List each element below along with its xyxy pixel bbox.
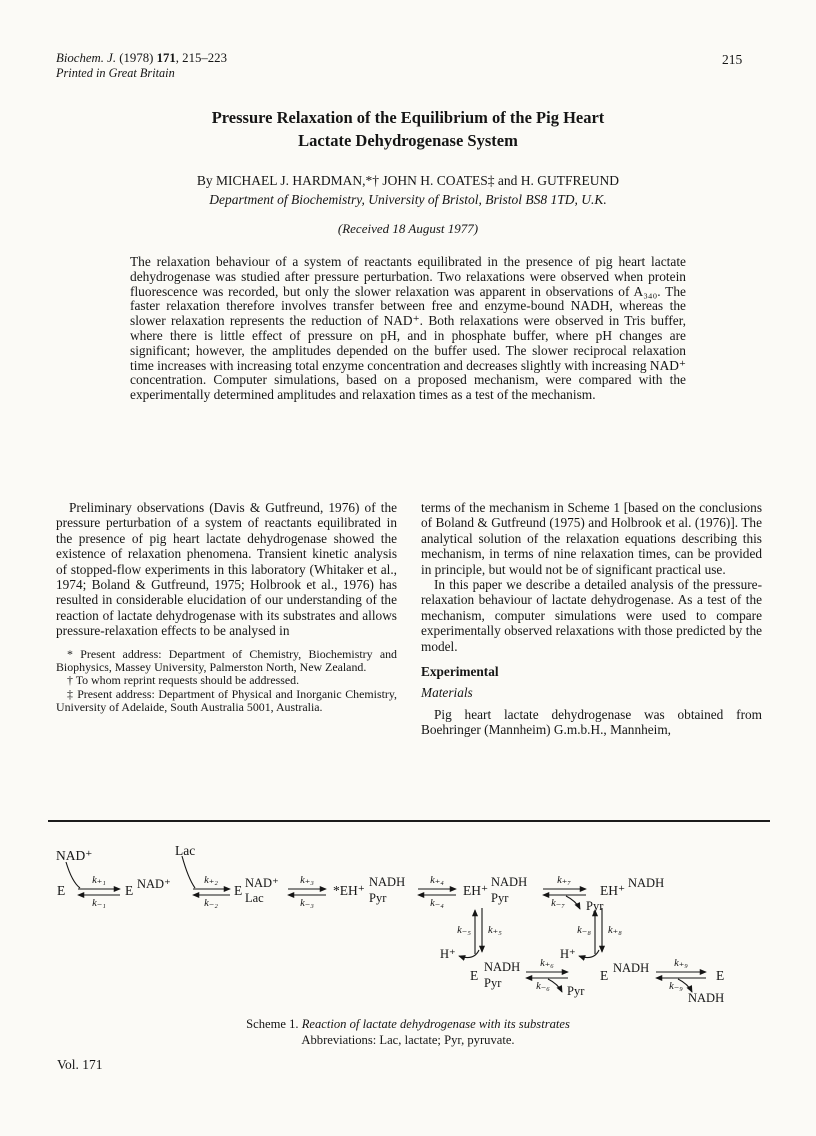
species-e-nad-lac: E	[234, 883, 243, 898]
species-eh-nadh: EH⁺	[600, 883, 626, 898]
intro-paragraph: Preliminary observations (Davis & Gutfreund, 1976) of the pressure perturbation of a system of reactants equilibrated in the presence of pig heart lactate dehydrogenase showed the existence of relaxation phenomena. Transient kinetic analysis of stopped-flow experiments in this laboratory (Whitaker et al., 1974; Boland & Gutfreund, 1975; Holbrook et al., 1976) has resulted in considerable elucidation of our understanding of the reaction of lactate dehydrogenase with its substrates and allows pressure-relaxation effects to be analysed in	[56, 500, 397, 639]
scheme-caption-line1	[0, 1016, 816, 1032]
rate-k-minus-5: k₋₅	[457, 925, 471, 936]
footnote-dagger: † To whom reprint requests should be addressed.	[67, 673, 300, 688]
journal-citation	[56, 50, 227, 66]
article-title-line1: Pressure Relaxation of the Equilibrium of the Pig Heart	[211, 108, 605, 127]
ligand-nadh-bottom-row-2: NADH	[613, 961, 650, 975]
ligand-pyr-bottom-1: Pyr	[369, 891, 387, 905]
rate-k-minus-4: k₋₄	[430, 898, 444, 909]
h-plus-release-curve-1	[459, 950, 479, 958]
lac-binding-curve	[182, 856, 195, 888]
species-star-eh-nadh-pyr: *EH⁺	[333, 883, 365, 898]
page-number: 215	[722, 52, 743, 67]
nad-binding-curve	[66, 862, 80, 888]
rate-k-minus-3: k₋₃	[300, 898, 314, 909]
left-column	[56, 500, 397, 738]
rate-k-minus-8: k₋₈	[577, 925, 591, 936]
volume-footer: Vol. 171	[57, 1057, 103, 1072]
body-paragraph-3: Pig heart lactate dehydrogenase was obtained from Boehringer (Mannheim) G.m.b.H., Mannheim,	[421, 706, 762, 738]
ligand-pyr-bottom-row-1: Pyr	[484, 976, 502, 990]
ligand-e-nad: NAD⁺	[137, 877, 171, 891]
released-h-plus-1: H⁺	[440, 947, 456, 961]
released-nadh: NADH	[688, 991, 725, 1005]
horizontal-rule	[48, 820, 770, 822]
footnote-double-dagger: ‡ Present address: Department of Physical and Inorganic Chemistry, University of Adelaide, South Australia 5001, Australia.	[56, 686, 397, 715]
rate-k-plus-1: k₊₁	[92, 875, 106, 886]
scheme-caption-abbreviations: Abbreviations: Lac, lactate; Pyr, pyruvate.	[301, 1033, 515, 1047]
scheme-arrows	[48, 836, 772, 1018]
released-pyr-1: Pyr	[586, 899, 604, 913]
rate-k-minus-2: k₋₂	[204, 898, 218, 909]
scheme-caption	[0, 1016, 816, 1048]
received-date: (Received 18 August 1977)	[337, 221, 479, 236]
footnote-asterisk: * Present address: Department of Chemistry, Biochemistry and Biophysics, Massey University, Palmerston North, New Zealand.	[56, 646, 397, 675]
ligand-nadh-top-1: NADH	[369, 875, 406, 889]
species-e-nadh: E	[600, 968, 609, 983]
scheme-caption-title: Reaction of lactate dehydrogenase with its substrates	[298, 1017, 570, 1031]
pyr-release-curve-2	[548, 979, 562, 992]
author-affiliation: Department of Biochemistry, University of Bristol, Bristol BS8 1TD, U.K.	[209, 192, 607, 207]
species-e-nadh-pyr: E	[470, 968, 479, 983]
ligand-lac-bottom: Lac	[245, 891, 264, 905]
subsection-heading-materials: Materials	[421, 685, 473, 701]
rate-k-plus-4: k₊₄	[430, 875, 444, 886]
rate-k-plus-6: k₊₆	[540, 958, 554, 969]
species-e-final: E	[716, 968, 725, 983]
rate-k-minus-9: k₋₉	[669, 981, 683, 992]
scheme-caption-number: Scheme 1.	[246, 1017, 299, 1031]
h-plus-release-curve-2	[579, 950, 599, 958]
ligand-nadh-3: NADH	[628, 876, 665, 890]
rate-k-minus-6: k₋₆	[536, 981, 550, 992]
species-eh-nadh-pyr: EH⁺	[463, 883, 489, 898]
rate-k-plus-3: k₊₃	[300, 875, 314, 886]
rate-k-plus-7: k₊₇	[557, 875, 571, 886]
rate-k-plus-2: k₊₂	[204, 875, 218, 886]
rate-k-plus-8: k₊₈	[608, 925, 622, 936]
abstract: The relaxation behaviour of a system of reactants equilibrated in the presence of pig heart lactate dehydrogenase was studied after pressure perturbation. Two relaxations were observed when protein fluorescence was recorded, but only the slower relaxation was apparent in observations of A₃₄₀. The faster relaxation therefore involves transfer between free and enzyme-bound NADH, whereas the slower relaxation represents the reduction of NAD⁺. Both relaxations were observed in Tris buffer, where there is little effect of pressure on pH, and in phosphate buffer, where pH changes are significant; however, the amplitudes depended on the buffer used. The slower reciprocal relaxation time increases with increasing total enzyme concentration and decreases slightly with increasing NAD⁺ concentration. Computer simulations, based on a proposed mechanism, were compared with the experimentally determined amplitudes and relaxation times as a test of the mechanism.	[130, 254, 686, 403]
rate-k-minus-7: k₋₇	[551, 898, 565, 909]
ligand-nadh-bottom-row-1: NADH	[484, 960, 521, 974]
label-nad-substrate: NAD⁺	[56, 848, 93, 863]
footnotes	[56, 648, 397, 715]
right-column	[421, 500, 762, 738]
ligand-nadh-top-2: NADH	[491, 875, 528, 889]
journal-name: Biochem. J.	[56, 51, 117, 65]
citation-year: (1978)	[116, 51, 157, 65]
species-e-free: E	[57, 883, 66, 898]
released-pyr-2: Pyr	[567, 984, 585, 998]
pyr-release-curve-1	[566, 896, 580, 909]
citation-volume: 171	[156, 51, 176, 65]
author-byline: By MICHAEL J. HARDMAN,*† JOHN H. COATES‡ and H. GUTFREUND	[196, 173, 620, 188]
section-heading-experimental: Experimental	[421, 664, 499, 680]
article-title-line2: Lactate Dehydrogenase System	[298, 131, 518, 150]
ligand-nad-top: NAD⁺	[245, 876, 279, 890]
released-h-plus-2: H⁺	[560, 947, 576, 961]
body-paragraph-1: terms of the mechanism in Scheme 1 [based on the conclusions of Boland & Gutfreund (1975) and Holbrook et al. (1976)]. The analytical solution of the relaxation equations describing this mechanism, in terms of nine relaxation times, can be provided in principle, but would not be of significant practical use.	[421, 500, 762, 577]
rate-k-plus-9: k₊₉	[674, 958, 688, 969]
printed-in-line: Printed in Great Britain	[56, 66, 175, 80]
label-lac-substrate: Lac	[175, 843, 196, 858]
rate-k-minus-1: k₋₁	[92, 898, 106, 909]
ligand-pyr-bottom-2: Pyr	[491, 891, 509, 905]
article-title	[0, 106, 816, 152]
body-paragraph-2: In this paper we describe a detailed analysis of the pressure-relaxation behaviour of lactate dehydrogenase. As a test of the mechanism, computer simulations were used to compare experimentally observed relaxations with those predicted by the model.	[421, 577, 762, 654]
species-e-nad: E	[125, 883, 134, 898]
citation-pages: , 215–223	[175, 51, 227, 65]
scheme-1-diagram	[48, 836, 772, 1018]
rate-k-plus-5: k₊₅	[488, 925, 502, 936]
body-columns	[56, 500, 762, 738]
